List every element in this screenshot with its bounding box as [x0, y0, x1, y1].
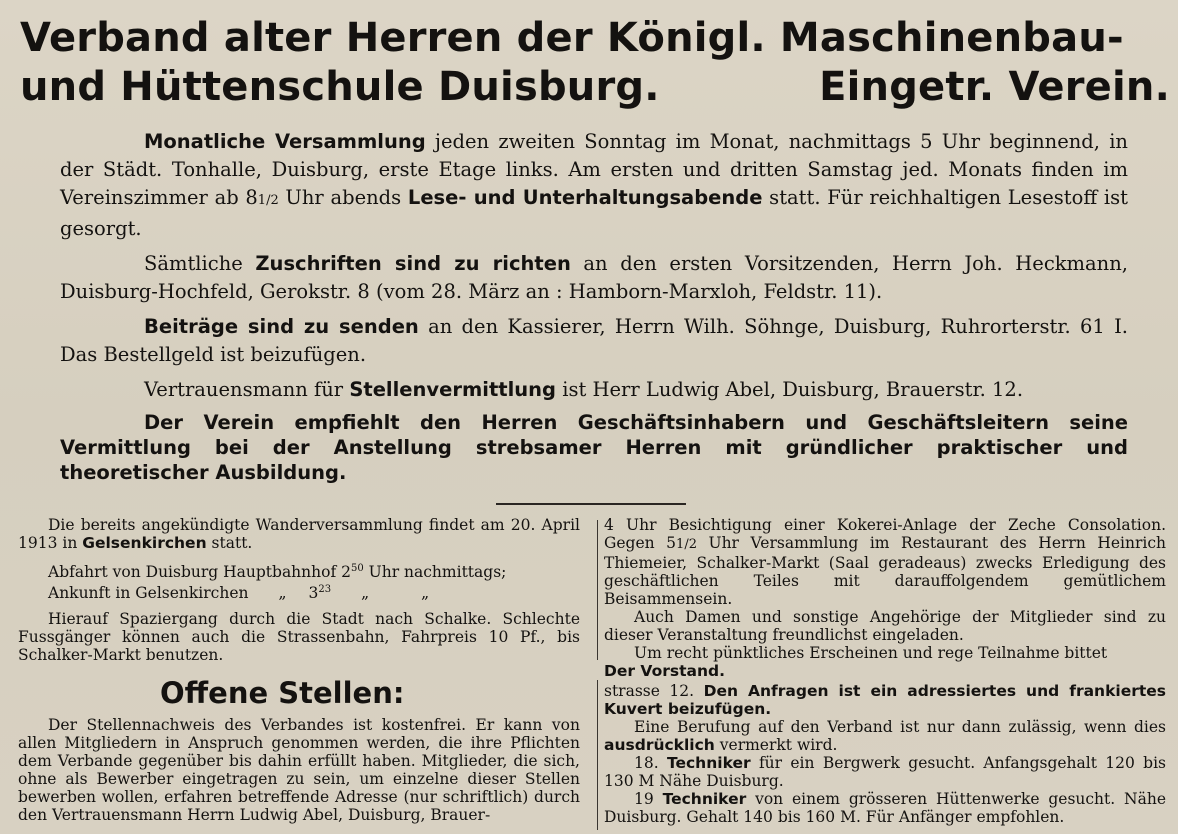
contact-text-a: Sämtliche [144, 252, 256, 275]
job-19 [604, 790, 1166, 826]
ditto-mark-2: „ [361, 584, 370, 603]
placement-text-a: Vertrauensmann für [144, 378, 350, 401]
stellen-envelope-paragraph [604, 682, 1166, 718]
title-text-2-left: und Hüttenschule Duisburg. [20, 64, 660, 110]
wander-right-column [604, 516, 1166, 680]
invitation-paragraph: Auch Damen und sonstige Angehörige der Mitglieder sind zu dieser Veranstaltung freundlichst eingeladen. [604, 608, 1166, 644]
ditto-mark-3: „ [421, 584, 430, 603]
meeting-text-c: statt. Für reichhaltigen Lesestoff ist gesorgt. [60, 186, 1129, 240]
intro-paragraph-dues [60, 313, 1128, 369]
arrival-text: Ankunft in Gelsenkirchen [48, 584, 249, 603]
job-18 [604, 754, 1166, 790]
departure-text: Abfahrt von Duisburg Hauptbahnhof 2 [48, 563, 351, 582]
contact-text-b: an den ersten Vorsitzenden, Herrn Joh. Heckmann, Duisburg-Hochfeld, Gerokstr. 8 (vom 28. März an : Hamborn-Marxloh, Feldstr. 11). [60, 252, 1128, 303]
wander-intro-tail: statt. [206, 534, 253, 552]
meeting-text-b: Uhr abends [278, 186, 408, 209]
reference-bold: ausdrücklich [604, 736, 715, 754]
stellen-left-column [18, 716, 580, 824]
job-19-number: 19 [634, 790, 663, 808]
wander-intro-text: Die bereits angekündigte Wanderversammlung findet am 20. April 1913 in [18, 516, 580, 552]
offene-stellen-heading: Offene Stellen: [160, 676, 405, 710]
dues-bold: Beiträge sind zu senden [144, 315, 419, 338]
envelope-bold: Den Anfragen ist ein adressiertes und frankiertes Kuvert beizufügen. [604, 682, 1167, 718]
job-18-text: für ein Bergwerk gesucht. Anfangsgehalt 120 bis 130 M Nähe Duisburg. [604, 754, 1167, 790]
reference-text-a: Eine Berufung auf den Verband ist nur dann zulässig, wenn dies [634, 718, 1166, 736]
arrival-line [18, 581, 580, 602]
meeting-heading: Monatliche Versammlung [144, 130, 426, 153]
wander-intro [18, 516, 580, 552]
placement-bold: Stellenvermittlung [349, 378, 557, 401]
job-18-number: 18. [634, 754, 667, 772]
placement-text-b: ist Herr Ludwig Abel, Duisburg, Brauerstr. 12. [556, 378, 1024, 401]
meeting-fraction: 1/2 [257, 193, 279, 208]
reference-text-b: vermerkt wird. [714, 736, 838, 754]
job-19-text: von einem grösseren Hüttenwerke gesucht. Nähe Duisburg. Gehalt 140 bis 160 M. Für Anfänger empfohlen. [604, 790, 1167, 826]
title-text-1: Verband alter Herren der Königl. Maschinenbau- [20, 15, 1124, 61]
departure-tail: Uhr nachmittags; [363, 563, 507, 582]
job-19-title: Techniker [662, 790, 747, 808]
request-paragraph: Um recht pünktliches Erscheinen und rege Teilnahme bittet [634, 644, 1108, 662]
intro-section [60, 128, 1128, 485]
arrival-hour: 3 [308, 584, 319, 603]
meeting-text-a: jeden zweiten Sonntag im Monat, nachmittags 5 Uhr beginnend, in der Städt. Tonhalle, Duisburg, erste Etage links. Am ersten und dritten Samstag jed. Monats finden im Vereinszimmer ab 8 [60, 130, 1128, 209]
intro-paragraph-placement [60, 376, 1128, 404]
program-paragraph [604, 516, 1166, 608]
departure-line [18, 560, 580, 581]
contact-bold: Zuschriften sind zu richten [255, 252, 571, 275]
job-18-title: Techniker [666, 754, 751, 772]
reference-paragraph [604, 718, 1166, 754]
horizontal-divider [496, 503, 686, 505]
title-text-2-right: Eingetr. Verein. [819, 64, 1170, 110]
walk-paragraph: Hierauf Spaziergang durch die Stadt nach Schalke. Schlechte Fussgänger können auch die Strassenbahn, Fahrpreis 10 Pf., bis Schalker-Markt benutzen. [18, 610, 580, 665]
envelope-text: strasse 12. [604, 682, 704, 700]
lese-abende-bold: Lese- und Unterhaltungsabende [407, 186, 763, 209]
arrival-minutes: 23 [318, 584, 332, 596]
recommendation-paragraph: Der Verein empfiehlt den Herren Geschäftsinhabern und Geschäftsleitern seine Vermittlung bei der Anstellung strebsamer Herren mit gründlicher praktischer und theoretischer Ausbildung. [60, 411, 1128, 484]
page-title [20, 14, 1170, 112]
stellen-right-column [604, 682, 1166, 826]
wander-left-column [18, 516, 580, 664]
stellen-info-paragraph: Der Stellennachweis des Verbandes ist kostenfrei. Er kann von allen Mitgliedern in Anspruch genommen werden, die ihre Pflichten dem Verbande gegenüber bis dahin erfüllt haben. Mitglieder, die sich, ohne als Bewerber eingetragen zu sein, um einzelne dieser Stellen bewerben wollen, erfahren betreffende Adresse (nur schriftlich) durch den Vertrauensmann Herrn Ludwig Abel, Duisburg, Brauer- [18, 716, 580, 824]
wander-place-bold: Gelsenkirchen [82, 534, 207, 552]
program-text-a: 4 Uhr Besichtigung einer Kokerei-Anlage der Zeche Consolation. Gegen 5 [604, 516, 1166, 552]
column-divider-bottom [597, 680, 598, 830]
program-fraction: 1/2 [676, 537, 697, 552]
departure-minutes: 50 [350, 563, 364, 574]
title-line-2 [20, 63, 1170, 112]
ditto-mark-1: „ [278, 584, 287, 603]
column-divider-top [597, 520, 598, 660]
title-line-1 [20, 14, 1170, 63]
intro-paragraph-meeting [60, 128, 1128, 243]
program-text-b: Uhr Versammlung im Restaurant des Herrn Heinrich Thiemeier, Schalker-Markt (Saal geradeaus) zwecks Erledigung des geschäftlichen Teiles mit darauffolgendem gemütlichem Beisammensein. [604, 534, 1167, 608]
signature-board: Der Vorstand. [604, 662, 725, 680]
dues-text: an den Kassierer, Herrn Wilh. Söhnge, Duisburg, Ruhrorterstr. 61 I. Das Bestellgeld ist beizufügen. [60, 315, 1128, 366]
intro-paragraph-contact [60, 250, 1128, 306]
